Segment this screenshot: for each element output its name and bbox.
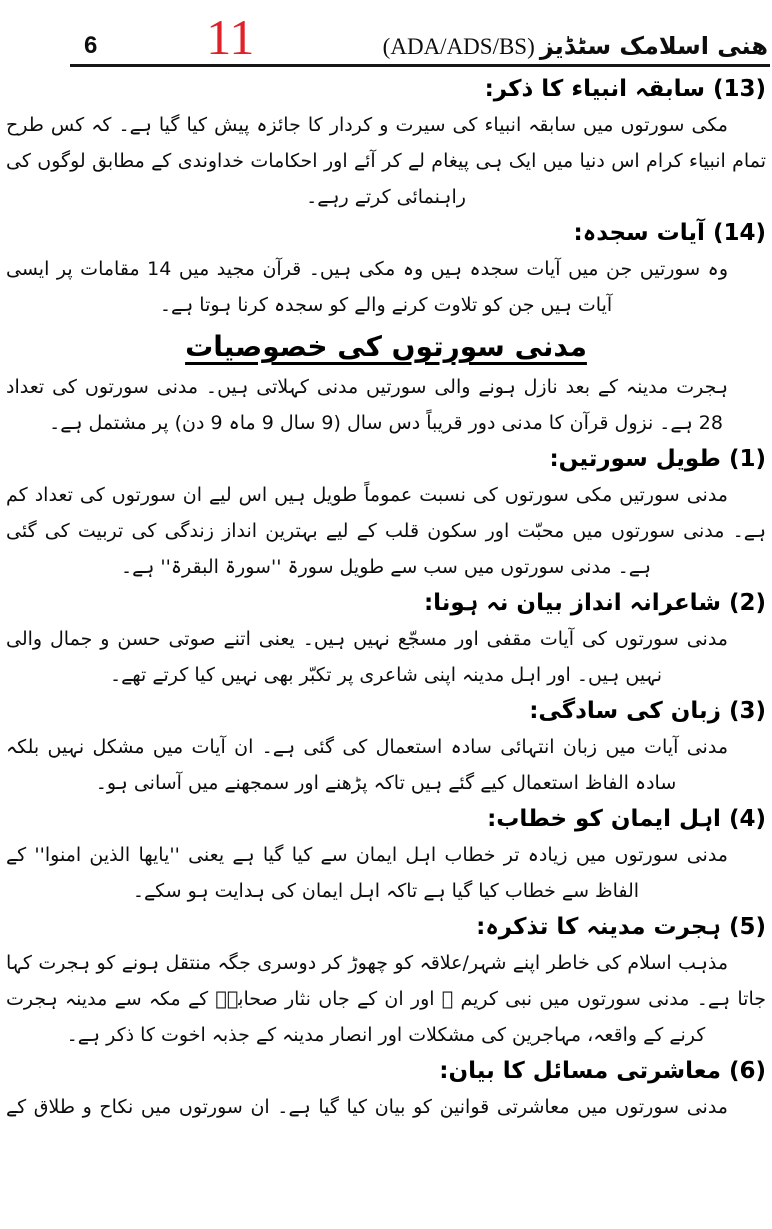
page-body (0, 67, 772, 1125)
feature-6 (6, 1053, 766, 1125)
section-13 (6, 71, 766, 215)
section-heading: (6) معاشرتی مسائل کا بیان: (439, 1058, 766, 1084)
section-body: مدنی سورتوں میں معاشرتی قوانین کو بیان کیا گیا ہے۔ ان سورتوں میں نکاح و طلاق کے (6, 1096, 728, 1118)
section-heading: (5) ہجرت مدینہ کا تذکرہ: (476, 914, 766, 940)
section-heading: (2) شاعرانہ انداز بیان نہ ہونا: (423, 590, 766, 616)
page-header (0, 0, 772, 64)
book-title (381, 32, 768, 62)
section-heading: (1) طویل سورتیں: (549, 446, 766, 472)
section-heading: (13) سابقہ انبیاء کا ذکر: (484, 76, 766, 102)
feature-3 (6, 693, 766, 801)
chapter-intro: ہجرت مدینہ کے بعد نازل ہونے والی سورتیں مدنی کہلاتی ہیں۔ مدنی سورتوں کی تعداد 28 ہے۔ نزول قرآن کا مدنی دور قریباً دس سال (9 سال 9 ماہ 9 دن) پر مشتمل ہے۔ (6, 376, 728, 434)
section-heading: (14) آیات سجدہ: (573, 220, 766, 246)
section-heading: (3) زبان کی سادگی: (529, 698, 766, 724)
chapter-heading: مدنی سورتوں کی خصوصیات (185, 330, 587, 363)
section-body: مکی سورتوں میں سابقہ انبیاء کی سیرت و کردار کا جائزہ پیش کیا گیا ہے۔ کہ کس طرح تمام انبیاء کرام اس دنیا میں ایک ہی پیغام لے کر آئے اور احکامات خداوندی کے مطابق لوگوں کی راہنمائی کرتے رہے۔ (6, 114, 766, 208)
section-body: مدنی آیات میں زبان انتہائی سادہ استعمال کی گئی ہے۔ ان آیات میں مشکل نہیں بلکہ سادہ الفاظ استعمال کیے گئے ہیں تاکہ پڑھنے اور سمجھنے میں آسانی ہو۔ (6, 736, 728, 794)
section-body: مذہب اسلام کی خاطر اپنے شہر/علاقہ کو چھوڑ کر دوسری جگہ منتقل ہونے کو ہجرت کہا جاتا ہے۔ مدنی سورتوں میں نبی کریم ﷺ اور ان کے جاں نثار صحابہؓ کے مکہ سے مدینہ ہجرت کرنے کے واقعہ، مہاجرین کی مشکلات اور انصار مدینہ کے جذبہ اخوت کا ذکر ہے۔ (6, 952, 766, 1046)
section-body: مدنی سورتیں مکی سورتوں کی نسبت عموماً طویل ہیں اس لیے ان سورتوں کی تعداد کم ہے۔ مدنی سورتوں میں محبّت اور سکون قلب کے لیے بہترین انداز زندگی کی تربیت کی گئی ہے۔ مدنی سورتوں میں سب سے طویل سورۃ ''سورۃ البقرۃ'' ہے۔ (6, 484, 766, 578)
section-body: مدنی سورتوں میں زیادہ تر خطاب اہل ایمان سے کیا گیا ہے یعنی ''یایھا الذین امنوا'' کے الفاظ سے خطاب کیا گیا ہے تاکہ اہل ایمان کی ہدایت ہو سکے۔ (6, 844, 728, 902)
feature-5 (6, 909, 766, 1053)
chapter-number: 11 (206, 9, 255, 65)
page-number: 6 (84, 32, 98, 59)
feature-1 (6, 441, 766, 585)
section-heading: (4) اہل ایمان کو خطاب: (487, 806, 766, 832)
section-body: مدنی سورتوں کی آیات مقفی اور مسجّع نہیں ہیں۔ یعنی اتنے صوتی حسن و جمال والی نہیں ہیں۔ اور اہل مدینہ اپنی شاعری پر تکبّر بھی نہیں کیا کرتے تھے۔ (6, 628, 728, 686)
section-body: وہ سورتیں جن میں آیات سجدہ ہیں وہ مکی ہیں۔ قرآن مجید میں 14 مقامات پر ایسی آیات ہیں جن کو تلاوت کرنے والے کو سجدہ کرنا ہوتا ہے۔ (6, 258, 728, 316)
section-14 (6, 215, 766, 323)
feature-4 (6, 801, 766, 909)
feature-2 (6, 585, 766, 693)
book-title-urdu: ھنی اسلامک سٹڈیز (539, 32, 768, 60)
book-title-latin: (ADA/ADS/BS) (382, 34, 535, 59)
